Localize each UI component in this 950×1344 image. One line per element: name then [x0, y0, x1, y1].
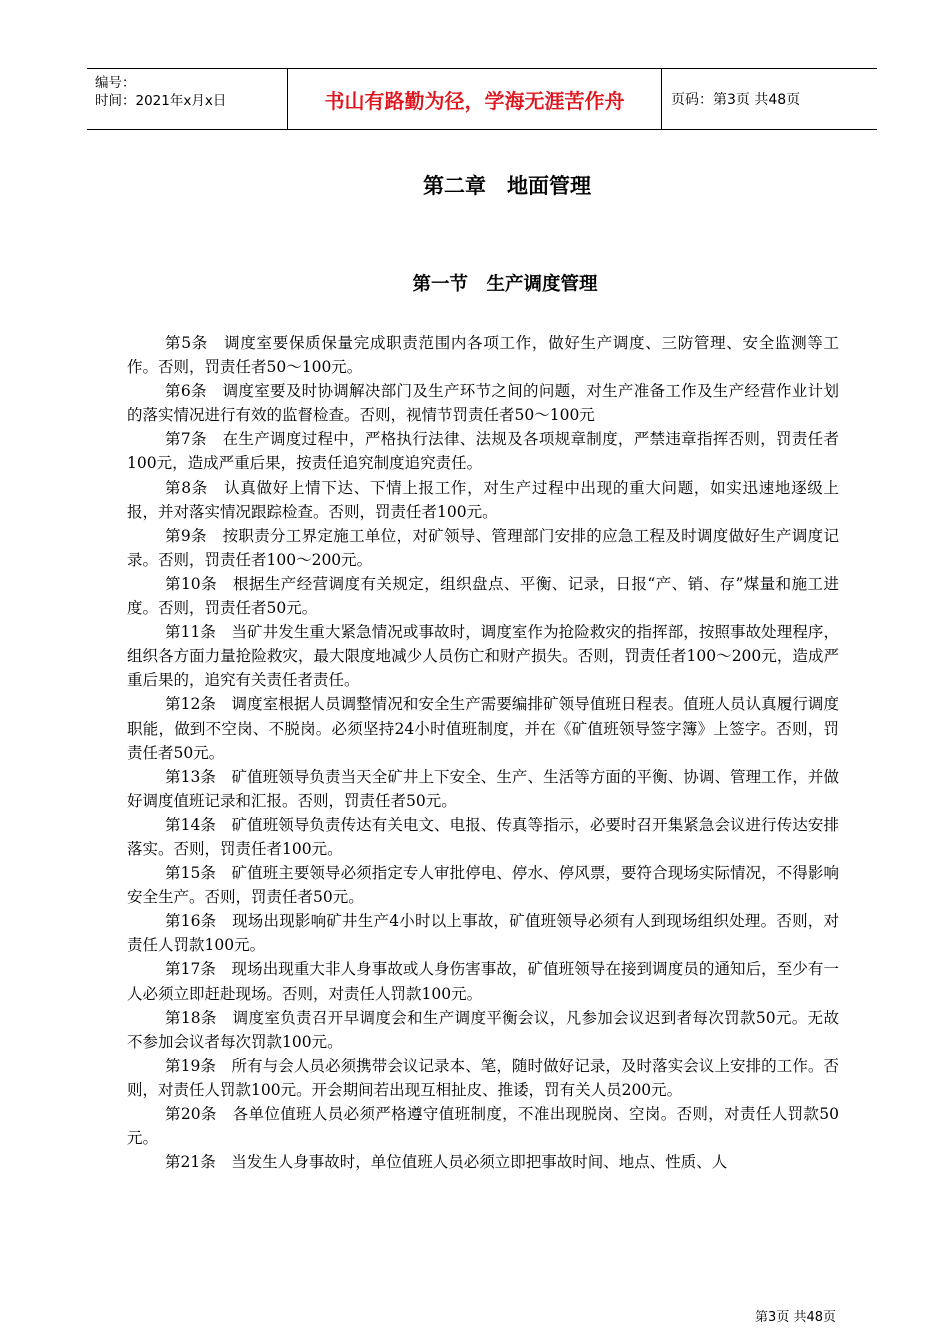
- document-time-label: 时间：2021年x月x日: [95, 93, 227, 109]
- article-paragraph: 第12条 调度室根据人员调整情况和安全生产需要编排矿领导值班日程表。值班人员认真履行调度职能，做到不空岗、不脱岗。必须坚持24小时值班制度，并在《矿值班领导签字簿》上签字。否则，罚责任者50元。: [127, 695, 839, 762]
- header-meta: [95, 74, 287, 110]
- article-paragraph: 第9条 按职责分工界定施工单位，对矿领导、管理部门安排的应急工程及时调度做好生产调度记录。否则，罚责任者100～200元。: [127, 526, 839, 569]
- header-page-info: 页码：第3页 共48页: [671, 92, 801, 108]
- article-paragraph: 第16条 现场出现影响矿井生产4小时以上事故，矿值班领导必须有人到现场组织处理。否则，对责任人罚款100元。: [127, 912, 839, 955]
- article-paragraph: 第21条 当发生人身事故时，单位值班人员必须立即把事故时间、地点、性质、人: [165, 1153, 728, 1172]
- header-divider: [661, 69, 662, 129]
- article-paragraph: 第11条 当矿井发生重大紧急情况或事故时，调度室作为抢险救灾的指挥部，按照事故处理程序，组织各方面力量抢险救灾，最大限度地减少人员伤亡和财产损失。否则，罚责任者100～200元，造成严重后果的，追究有关责任者责任。: [127, 623, 839, 690]
- article-paragraph: 第5条 调度室要保质保量完成职责范围内各项工作，做好生产调度、三防管理、安全监测等工作。否则，罚责任者50～100元。: [127, 334, 839, 377]
- article-paragraph: 第20条 各单位值班人员必须严格遵守值班制度，不准出现脱岗、空岗。否则，对责任人罚款50元。: [127, 1105, 839, 1148]
- article-paragraph: 第18条 调度室负责召开早调度会和生产调度平衡会议，凡参加会议迟到者每次罚款50元。无故不参加会议者每次罚款100元。: [127, 1008, 839, 1051]
- section-title: 第一节 生产调度管理: [412, 274, 598, 295]
- article-paragraph: 第17条 现场出现重大非人身事故或人身伤害事故，矿值班领导在接到调度员的通知后，至少有一人必须立即赶赴现场。否则，对责任人罚款100元。: [127, 960, 839, 1003]
- article-paragraph: 第19条 所有与会人员必须携带会议记录本、笔，随时做好记录，及时落实会议上安排的工作。否则，对责任人罚款100元。开会期间若出现互相扯皮、推诿，罚有关人员200元。: [127, 1056, 839, 1099]
- article-paragraph: 第6条 调度室要及时协调解决部门及生产环节之间的问题，对生产准备工作及生产经营作业计划的落实情况进行有效的监督检查。否则，视情节罚责任者50～100元: [127, 382, 839, 425]
- article-paragraph: 第7条 在生产调度过程中，严格执行法律、法规及各项规章制度，严禁违章指挥否则，罚责任者100元，造成严重后果，按责任追究制度追究责任。: [127, 430, 839, 473]
- article-list: [127, 331, 839, 1174]
- article-paragraph: 第10条 根据生产经营调度有关规定，组织盘点、平衡、记录，日报“产、销、存”煤量和施工进度。否则，罚责任者50元。: [127, 574, 839, 618]
- document-number-label: 编号：: [95, 75, 136, 91]
- chapter-title: 第二章 地面管理: [423, 174, 591, 198]
- header-motto: 书山有路勤为径，学海无涯苦作舟: [324, 88, 625, 113]
- article-paragraph: 第14条 矿值班领导负责传达有关电文、电报、传真等指示，必要时召开集紧急会议进行传达安排落实。否则，罚责任者100元。: [127, 815, 839, 858]
- page-footer: 第3页 共48页: [755, 1310, 836, 1325]
- page-header: [87, 68, 877, 130]
- article-paragraph: 第13条 矿值班领导负责当天全矿井上下安全、生产、生活等方面的平衡、协调、管理工作，并做好调度值班记录和汇报。否则，罚责任者50元。: [127, 767, 839, 810]
- article-paragraph: 第15条 矿值班主要领导必须指定专人审批停电、停水、停风票，要符合现场实际情况，不得影响安全生产。否则，罚责任者50元。: [127, 864, 839, 907]
- article-paragraph: 第8条 认真做好上情下达、下情上报工作，对生产过程中出现的重大问题，如实迅速地逐级上报，并对落实情况跟踪检查。否则，罚责任者100元。: [127, 478, 839, 521]
